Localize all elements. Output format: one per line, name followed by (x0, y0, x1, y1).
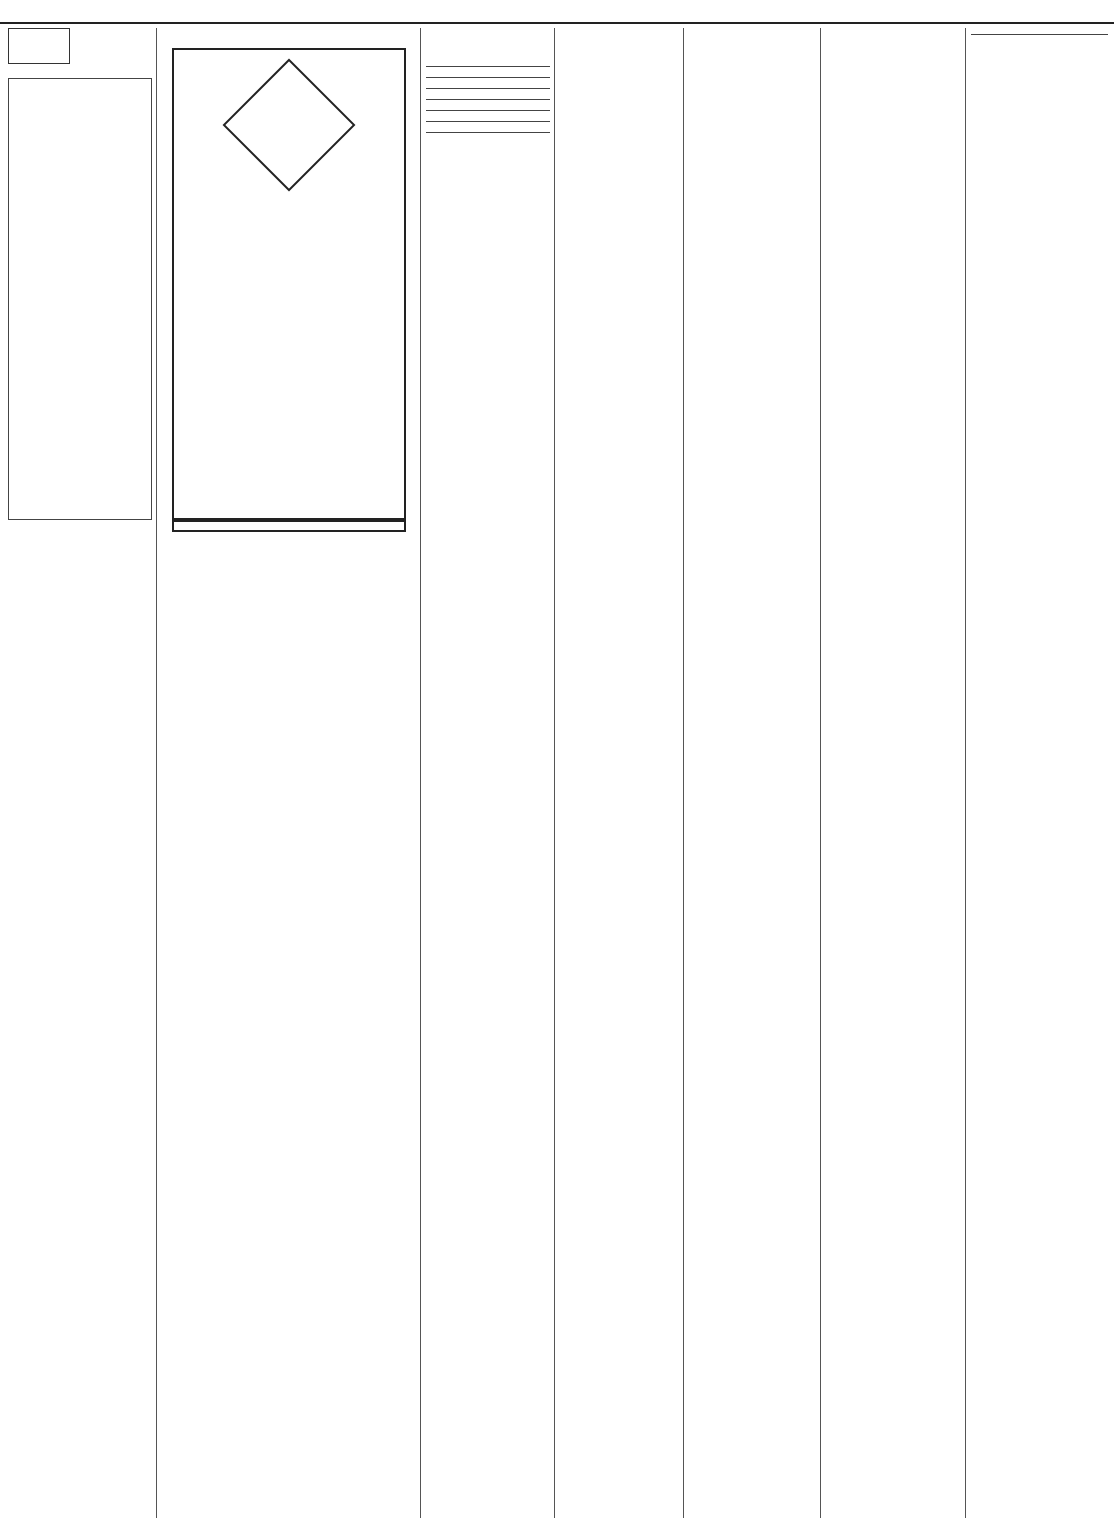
column-news-1 (560, 28, 679, 1518)
railway-timetable (8, 78, 152, 520)
shipping-logo (8, 28, 70, 64)
column-rule (683, 28, 684, 1518)
column-ads (162, 28, 416, 1518)
masthead (0, 0, 1114, 24)
column-shipping (8, 28, 152, 1518)
ws-diamond (223, 59, 356, 192)
column-professional (426, 28, 550, 1518)
column-rule (554, 28, 555, 1518)
column-rule (420, 28, 421, 1518)
column-rule (965, 28, 966, 1518)
column-miner (971, 28, 1108, 1518)
sale-box (172, 48, 406, 520)
column-news-2 (689, 28, 816, 1518)
watchorn-banner (172, 520, 406, 532)
coffins-heading (971, 34, 1108, 39)
column-rule (156, 28, 157, 1518)
column-rule (820, 28, 821, 1518)
column-weddings (826, 28, 961, 1518)
